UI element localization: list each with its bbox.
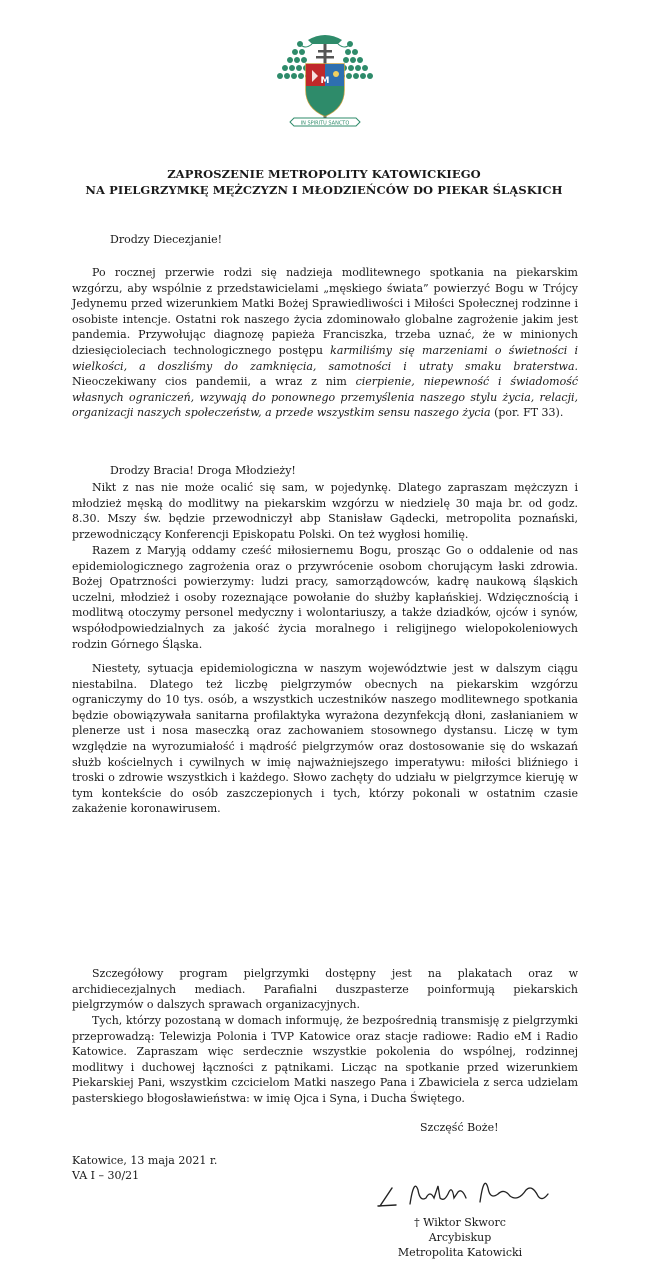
handwritten-signature (370, 1168, 560, 1214)
para4-text: Niestety, sytuacja epidemiologiczna w naszym województwie jest w dalszym ciągu niestabilna. Dlatego też liczbę pielgrzymów obecnych na piekarskim wzgórzu ograniczymy do 10 tys. osób, a wszystkich uczestników naszego modlitewnego spotkania będzie obowiązywała sanitarna profilaktyka wyrażona dezynfekcją dłoni, zasłanianiem w plenerze ust i nosa maseczką oraz zachowaniem stosownego dystansu. Liczę w tym względzie na wyrozumiałość i mądrość pielgrzymów oraz dostosowanie się do wskazań służb kościelnych i cywilnych w imię najważniejszego imperatywu: miłości bliźniego i troski o zdrowie wszystkich i każdego. Słowo zachęty do udziału w pielgrzymce kieruję w tym kontekście do osób zaszczepionych i tych, którzy pokonali w ostatnim czasie zakażenie koronawirusem. (72, 662, 578, 816)
para6-text: Tych, którzy pozostaną w domach informuję, że bezpośrednią transmisję z pielgrzymki przeprowadzą: Telewizja Polonia i TVP Katowice oraz stacje radiowe: Radio eM i Radio Katowice. Zapraszam więc serdecznie wszystkie pokolenia do wspólnej, rodzinnej modlitwy i duchowej łączności z pątnikami. Licząc na spotkanie przed wizerunkiem Piekarskiej Pani, wszystkim czcicielom Matki naszego Pana i Zbawiciela z serca udzielam pasterskiego błogosławieństwa: w imię Ojca i Syna, i Ducha Świętego. (72, 1014, 578, 1105)
para5-text: Szczegółowy program pielgrzymki dostępny jest na plakatach oraz w archidiecezjalnych mediach. Parafialni duszpasterze poinformują piekarskich pielgrzymów o dalszych sprawach organizacyjnych. (72, 967, 578, 1012)
letter-paragraph-4 (72, 661, 578, 817)
para1-quote-1: karmiliśmy się marzeniami o świetności i wielkości, a doszliśmy do zamknięcia, samotności i utraty smaku braterstwa. (72, 343, 578, 373)
signer-name: † Wiktor Skworc (414, 1216, 506, 1229)
signer-role-1: Arcybiskup (428, 1231, 492, 1244)
svg-text:M: M (320, 76, 330, 86)
signer-role-2: Metropolita Katowicki (397, 1246, 523, 1259)
title-line-2: NA PIELGRZYMKĘ MĘŻCZYZN I MŁODZIEŃCÓW DO PIEKAR ŚLĄSKICH (85, 183, 563, 197)
para1-text-a: Po rocznej przerwie rodzi się nadzieja modlitewnego spotkania na piekarskim wzgórzu, aby wspólnie z przedstawicielami „męskiego świata” powierzyć Bogu w Trójcy Jedynemu przed wizerunkiem Matki Bożej Sprawiedliwości i Miłości Społecznej rodzinne i osobiste intencje. Ostatni rok naszego życia zdominowało globalne zagrożenie jakim jest pandemia. Przywołując diagnozę papieża Franciszka, trzeba uznać, że w minionych dziesięcioleciach technologicznego postępu (72, 266, 578, 357)
para1-text-c: Nieoczekiwany cios pandemii, a wraz z nim (72, 375, 356, 389)
letter-paragraph-2 (72, 480, 578, 542)
signer-block (385, 1215, 535, 1260)
archbishop-coat-of-arms (260, 30, 390, 138)
date-block (72, 1153, 217, 1183)
document-reference: VA I – 30/21 (72, 1169, 140, 1182)
letter-paragraph-6 (72, 1013, 578, 1107)
para1-citation: (por. FT 33). (490, 406, 564, 420)
title-line-1: ZAPROSZENIE METROPOLITY KATOWICKIEGO (167, 167, 481, 181)
para2-text: Nikt z nas nie może ocalić się sam, w pojedynkę. Dlatego zapraszam mężczyzn i młodzież męską do modlitwy na piekarskim wzgórzu w niedzielę 30 maja br. od godz. 8.30. Mszy św. będzie przewodniczył abp Stanisław Gądecki, metropolita poznański, przewodniczący Konferencji Episkopatu Polski. On też wygłosi homilię. (72, 481, 578, 541)
crest-motto: IN SPIRITU SANCTO (300, 120, 350, 127)
letter-paragraph-1 (72, 265, 578, 421)
place-date: Katowice, 13 maja 2021 r. (72, 1154, 218, 1167)
para3-text: Razem z Maryją oddamy cześć miłosiernemu Bogu, prosząc Go o oddalenie od nas epidemiologicznego zagrożenia oraz o przywrócenie osobom chorującym łaski zdrowia. Bożej Opatrzności powierzymy: ludzi pracy, samorządowców, kadrę naukową śląskich uczelni, młodzież i osoby rozeznające powołanie do służby kapłańskiej. Wdzięcznością i modlitwą otoczymy personel medyczny i wolontariuszy, a także dziadków, ojców i synów, współodpowiedzialnych za jakość życia moralnego i religijnego wielopokoleniowych rodzin Górnego Śląska. (72, 544, 578, 651)
closing-blessing: Szczęść Boże! (420, 1121, 499, 1134)
letter-paragraph-3 (72, 543, 578, 652)
para1-quote-2: cierpienie, niepewność i świadomość własnych ograniczeń, wzywają do ponownego przemyślenia naszego stylu życia, relacji, organizacji naszych społeczeństw, a przede wszystkim sensu naszego życia (72, 375, 579, 420)
greeting-diocesans: Drodzy Diecezjanie! (110, 233, 223, 246)
letter-paragraph-5 (72, 966, 578, 1013)
greeting-brothers-youth: Drodzy Bracia! Droga Młodzieży! (110, 464, 296, 477)
